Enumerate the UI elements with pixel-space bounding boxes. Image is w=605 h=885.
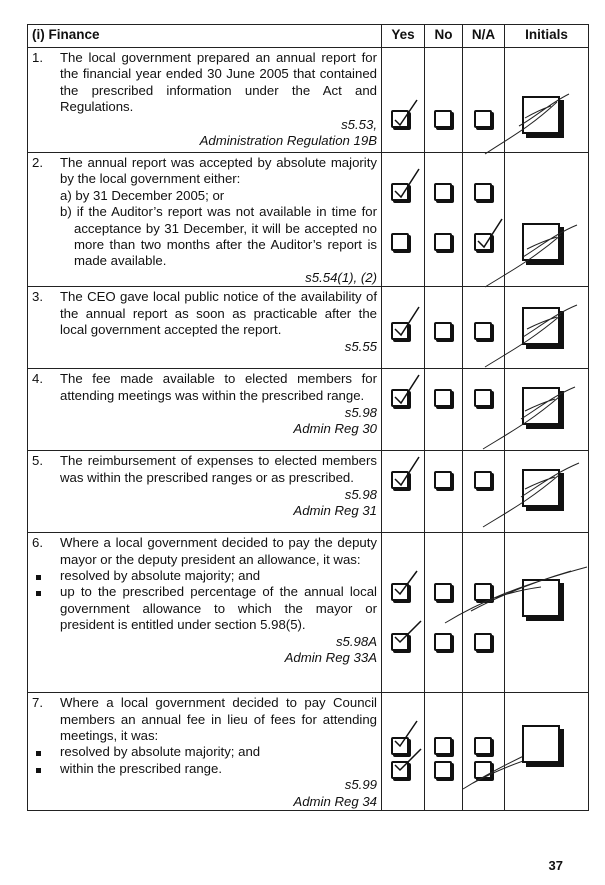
yes-column-header: Yes xyxy=(382,25,425,48)
tick-mark-icon xyxy=(393,167,415,189)
table-row xyxy=(28,287,589,369)
yes-cell xyxy=(382,153,425,287)
tick-mark-icon xyxy=(393,373,415,395)
initials-cell xyxy=(505,48,589,153)
finance-checklist-table xyxy=(27,24,589,811)
initials-cell xyxy=(505,533,589,693)
initials-signature-icon xyxy=(475,459,587,531)
reference: s5.55 xyxy=(344,339,377,355)
no-checkbox[interactable] xyxy=(434,633,452,651)
no-cell xyxy=(425,693,463,811)
question-text: The CEO gave local public notice of the availability of the annual report as soon as practicable after the local government accepted the report. xyxy=(60,289,377,338)
item-number: 1. xyxy=(32,50,43,65)
reference: Admin Reg 31 xyxy=(293,503,377,519)
item-number: 5. xyxy=(32,453,43,469)
question-cell xyxy=(28,48,382,153)
yes-cell xyxy=(382,693,425,811)
no-checkbox[interactable] xyxy=(434,389,452,407)
initials-signature-icon xyxy=(475,381,585,453)
table-row xyxy=(28,693,589,811)
initials-signature-icon xyxy=(441,561,591,631)
page-number: 37 xyxy=(548,858,563,873)
tick-mark-icon xyxy=(393,305,415,327)
item-number: 2. xyxy=(32,155,43,170)
yes-cell xyxy=(382,533,425,693)
na-checkbox[interactable] xyxy=(474,633,492,651)
na-checkbox[interactable] xyxy=(474,183,492,201)
item-number: 3. xyxy=(32,289,43,305)
list-item: resolved by absolute majority; and xyxy=(28,744,381,760)
item-number: 4. xyxy=(32,371,43,387)
initials-cell xyxy=(505,153,589,287)
table-header-row xyxy=(28,25,589,48)
no-cell xyxy=(425,287,463,369)
table-row xyxy=(28,369,589,451)
question-text: The fee made available to elected members for attending meetings was within the prescribed range. xyxy=(60,371,377,403)
tick-mark-icon xyxy=(393,719,415,741)
tick-mark-icon xyxy=(393,569,415,591)
no-column-header: No xyxy=(425,25,463,48)
no-checkbox[interactable] xyxy=(434,110,452,128)
na-cell xyxy=(463,693,505,811)
question-cell xyxy=(28,153,382,287)
yes-cell xyxy=(382,451,425,533)
yes-checkbox[interactable] xyxy=(391,233,409,251)
initials-cell xyxy=(505,287,589,369)
list-item: up to the prescribed percentage of the annual local government allowance to which the mayor or president is entitled under section 5.98(5). xyxy=(28,584,381,633)
reference: s5.98 xyxy=(344,487,377,503)
reference: s5.54(1), (2) xyxy=(305,269,377,285)
initials-cell xyxy=(505,369,589,451)
tick-mark-icon xyxy=(393,455,415,477)
reference: s5.53, xyxy=(341,116,377,132)
question-text: Where a local government decided to pay Council members an annual fee in lieu of fees for attending meetings, it was: xyxy=(60,695,377,744)
yes-cell xyxy=(382,48,425,153)
reference: s5.98 xyxy=(344,405,377,421)
question-cell xyxy=(28,533,382,693)
question-cell xyxy=(28,693,382,811)
question-text: The local government prepared an annual report for the financial year ended 30 June 2005 that contained the prescribed information under the Act and Regulations. xyxy=(60,50,377,115)
reference: s5.98A xyxy=(335,633,377,649)
initials-signature-icon xyxy=(479,88,579,158)
no-cell xyxy=(425,369,463,451)
question-text: The annual report was accepted by absolute majority by the local government either: xyxy=(60,155,377,187)
yes-cell xyxy=(382,287,425,369)
table-row xyxy=(28,451,589,533)
no-checkbox[interactable] xyxy=(434,471,452,489)
no-checkbox[interactable] xyxy=(434,322,452,340)
initials-cell xyxy=(505,693,589,811)
initials-box[interactable] xyxy=(522,725,560,763)
sub-item-a: a) by 31 December 2005; or xyxy=(60,187,225,203)
question-text: Where a local government decided to pay the deputy mayor or the deputy president an allowance, it was: xyxy=(60,535,377,567)
question-text: The reimbursement of expenses to elected members was within the prescribed ranges or as prescribed. xyxy=(60,453,377,485)
yes-cell xyxy=(382,369,425,451)
item-number: 7. xyxy=(32,695,43,711)
reference: s5.99 xyxy=(344,777,377,793)
table-row xyxy=(28,153,589,287)
table-row xyxy=(28,533,589,693)
no-cell xyxy=(425,48,463,153)
initials-cell xyxy=(505,451,589,533)
no-checkbox[interactable] xyxy=(434,233,452,251)
tick-mark-icon xyxy=(393,745,415,767)
reference: Admin Reg 34 xyxy=(293,793,377,809)
item-number: 6. xyxy=(32,535,43,551)
no-checkbox[interactable] xyxy=(434,761,452,779)
reference: Administration Regulation 19B xyxy=(199,133,377,149)
initials-column-header: Initials xyxy=(505,25,589,48)
initials-signature-icon xyxy=(477,301,587,371)
tick-mark-icon xyxy=(393,617,415,639)
reference: Admin Reg 30 xyxy=(293,421,377,437)
question-cell xyxy=(28,287,382,369)
no-checkbox[interactable] xyxy=(434,737,452,755)
sub-item-b: b) if the Auditor’s report was not available in time for acceptance by 31 December, it will be accepted no more than two months after the Auditor’s report is made available. xyxy=(60,204,377,269)
initials-signature-icon xyxy=(477,219,587,291)
question-cell xyxy=(28,451,382,533)
no-checkbox[interactable] xyxy=(434,183,452,201)
list-item: resolved by absolute majority; and xyxy=(28,568,381,584)
table-row xyxy=(28,48,589,153)
na-column-header: N/A xyxy=(463,25,505,48)
tick-mark-icon xyxy=(393,98,415,120)
no-cell xyxy=(425,451,463,533)
section-heading: (i) Finance xyxy=(28,25,382,48)
no-cell xyxy=(425,153,463,287)
list-item: within the prescribed range. xyxy=(28,761,381,777)
question-cell xyxy=(28,369,382,451)
reference: Admin Reg 33A xyxy=(284,650,377,666)
